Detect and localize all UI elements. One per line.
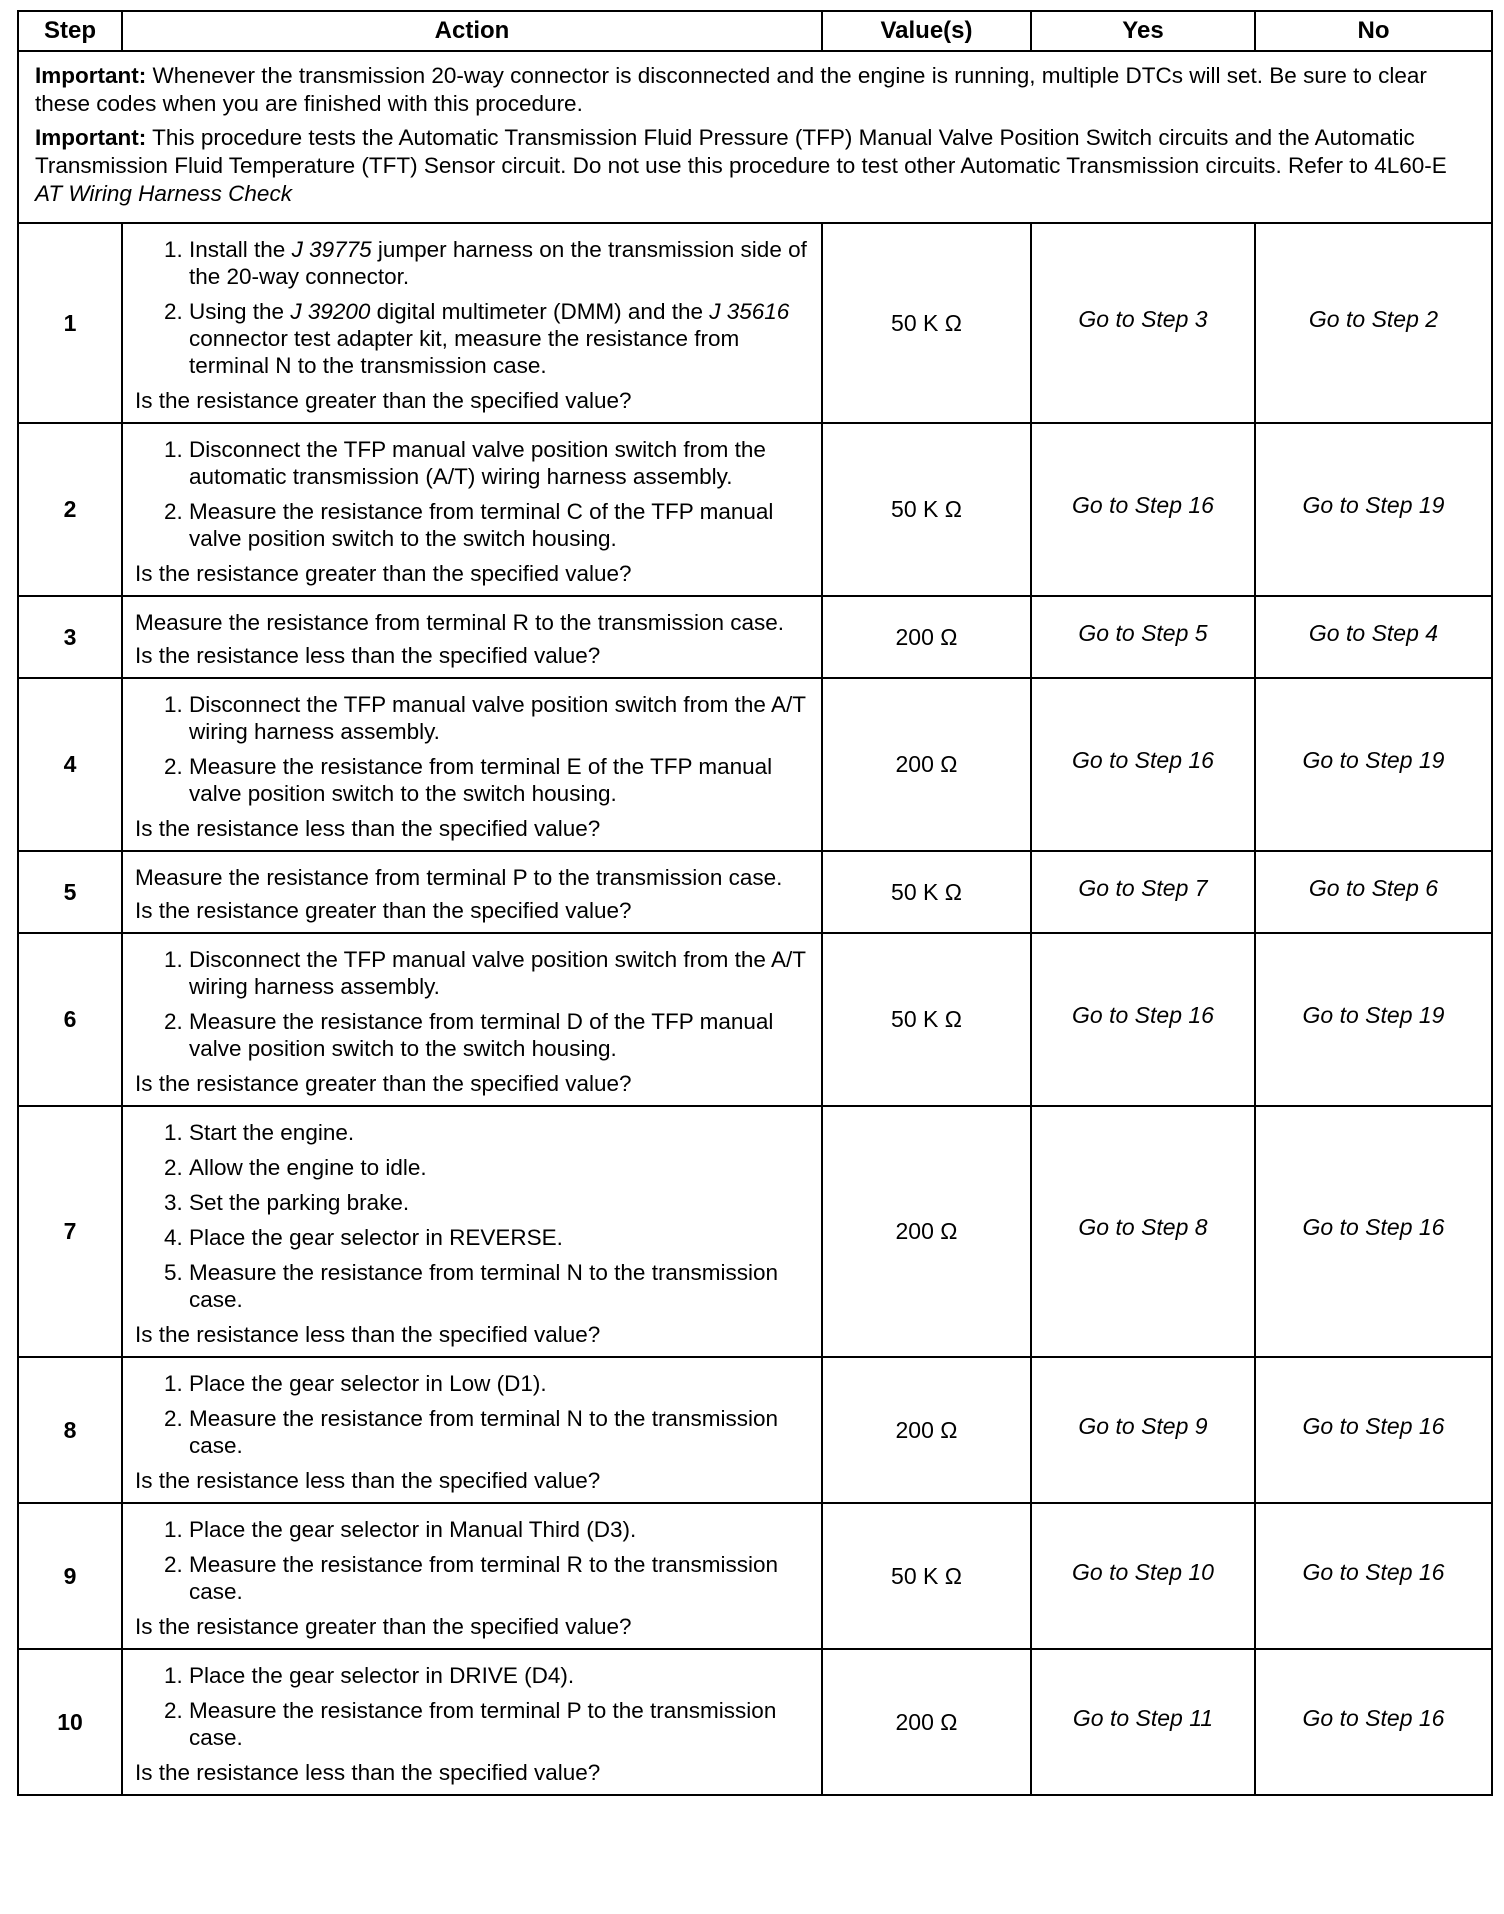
important-notes-row: [18, 51, 1492, 223]
step-value: 50 K Ω: [822, 933, 1031, 1106]
no-action: Go to Step 16: [1255, 1503, 1492, 1649]
substep-item: [189, 1259, 811, 1313]
step-number: 3: [18, 596, 122, 678]
header-step: Step: [18, 11, 122, 51]
step-number: 10: [18, 1649, 122, 1795]
substep-text: Disconnect the TFP manual valve position switch from the A/T wiring harness assembly.: [189, 692, 806, 744]
step-action: [122, 596, 822, 678]
step-statement: Measure the resistance from terminal P to the transmission case.: [135, 865, 783, 890]
table-row: [18, 223, 1492, 423]
substep-item: [189, 1224, 811, 1251]
important-notes: [18, 51, 1492, 223]
substep-list: [135, 1119, 811, 1313]
step-action: [122, 1357, 822, 1503]
substep-text: Place the gear selector in REVERSE.: [189, 1225, 563, 1250]
substep-text: Allow the engine to idle.: [189, 1155, 427, 1180]
step-question: Is the resistance greater than the specified value?: [135, 1614, 632, 1639]
step-number: 9: [18, 1503, 122, 1649]
step-statement: Measure the resistance from terminal R to the transmission case.: [135, 610, 785, 635]
substep-text: Measure the resistance from terminal E of the TFP manual valve position switch to the switch housing.: [189, 754, 773, 806]
step-number: 5: [18, 851, 122, 933]
step-value: 200 Ω: [822, 1649, 1031, 1795]
substep-item: [189, 498, 811, 552]
step-value: 50 K Ω: [822, 223, 1031, 423]
no-action: Go to Step 2: [1255, 223, 1492, 423]
step-number: 4: [18, 678, 122, 851]
yes-action: Go to Step 11: [1031, 1649, 1255, 1795]
substep-item: [189, 753, 811, 807]
substep-text: Disconnect the TFP manual valve position switch from the A/T wiring harness assembly.: [189, 947, 806, 999]
no-action: Go to Step 4: [1255, 596, 1492, 678]
substep-text: Disconnect the TFP manual valve position switch from the automatic transmission (A/T) wiring harness assembly.: [189, 437, 766, 489]
note-label: Important:: [35, 63, 147, 88]
substep-item: [189, 1516, 811, 1543]
no-action: Go to Step 16: [1255, 1106, 1492, 1357]
step-question: Is the resistance greater than the specified value?: [135, 1071, 632, 1096]
step-question: Is the resistance less than the specified value?: [135, 816, 601, 841]
yes-action: Go to Step 16: [1031, 678, 1255, 851]
substep-text: jumper harness on the transmission side of the 20-way connector.: [189, 237, 807, 289]
table-row: [18, 1649, 1492, 1795]
yes-action: Go to Step 16: [1031, 423, 1255, 596]
header-no: No: [1255, 11, 1492, 51]
substep-text: digital multimeter (DMM) and the: [370, 299, 710, 324]
substep-item: [189, 298, 811, 379]
note-label: Important:: [35, 125, 147, 150]
tool-reference: J 39775: [291, 237, 372, 262]
substep-item: [189, 1405, 811, 1459]
substep-text: Place the gear selector in Low (D1).: [189, 1371, 547, 1396]
important-note-1: [35, 62, 1475, 118]
no-action: Go to Step 16: [1255, 1357, 1492, 1503]
no-action: Go to Step 19: [1255, 423, 1492, 596]
substep-list: [135, 236, 811, 379]
diagnostic-document: [17, 10, 1491, 1796]
step-value: 200 Ω: [822, 1357, 1031, 1503]
substep-item: [189, 1551, 811, 1605]
tool-reference: J 39200: [290, 299, 371, 324]
step-number: 2: [18, 423, 122, 596]
step-action: [122, 851, 822, 933]
yes-action: Go to Step 9: [1031, 1357, 1255, 1503]
substep-item: [189, 1697, 811, 1751]
substep-item: [189, 236, 811, 290]
substep-item: [189, 1154, 811, 1181]
note-text: This procedure tests the Automatic Transmission Fluid Pressure (TFP) Manual Valve Position Switch circuits and the Automatic Transmission Fluid Temperature (TFT) Sensor circuit. Do not use this procedure to test other Automatic Transmission circuits. Refer to 4L60-E: [35, 125, 1447, 178]
header-action: Action: [122, 11, 822, 51]
table-row: [18, 1357, 1492, 1503]
step-action: [122, 1106, 822, 1357]
substep-item: [189, 1008, 811, 1062]
substep-item: [189, 1189, 811, 1216]
table-row: [18, 596, 1492, 678]
substep-text: Place the gear selector in Manual Third (D3).: [189, 1517, 637, 1542]
step-question: Is the resistance less than the specified value?: [135, 1322, 601, 1347]
substep-text: Measure the resistance from terminal C of the TFP manual valve position switch to the switch housing.: [189, 499, 774, 551]
table-row: [18, 678, 1492, 851]
substep-text: Measure the resistance from terminal N to the transmission case.: [189, 1406, 778, 1458]
header-yes: Yes: [1031, 11, 1255, 51]
step-action: [122, 223, 822, 423]
yes-action: Go to Step 8: [1031, 1106, 1255, 1357]
table-row: [18, 851, 1492, 933]
step-value: 50 K Ω: [822, 1503, 1031, 1649]
substep-text: Measure the resistance from terminal N to the transmission case.: [189, 1260, 778, 1312]
substep-list: [135, 1662, 811, 1751]
step-question: Is the resistance greater than the specified value?: [135, 388, 632, 413]
step-question: Is the resistance greater than the specified value?: [135, 898, 632, 923]
step-action: [122, 678, 822, 851]
step-question: Is the resistance less than the specified value?: [135, 1760, 601, 1785]
table-row: [18, 1106, 1492, 1357]
step-action: [122, 1503, 822, 1649]
step-question: Is the resistance less than the specified value?: [135, 643, 601, 668]
step-action: [122, 933, 822, 1106]
step-question: Is the resistance less than the specified value?: [135, 1468, 601, 1493]
yes-action: Go to Step 3: [1031, 223, 1255, 423]
step-value: 50 K Ω: [822, 851, 1031, 933]
substep-list: [135, 1370, 811, 1459]
substep-list: [135, 1516, 811, 1605]
note-text: Whenever the transmission 20-way connector is disconnected and the engine is running, multiple DTCs will set. Be sure to clear these codes when you are finished with this procedure.: [35, 63, 1427, 116]
step-number: 7: [18, 1106, 122, 1357]
substep-text: Install the: [189, 237, 292, 262]
substep-text: Place the gear selector in DRIVE (D4).: [189, 1663, 575, 1688]
note-reference: AT Wiring Harness Check: [35, 181, 292, 206]
no-action: Go to Step 16: [1255, 1649, 1492, 1795]
substep-list: [135, 436, 811, 552]
diagnostic-table: [17, 10, 1493, 1796]
yes-action: Go to Step 16: [1031, 933, 1255, 1106]
important-note-2: [35, 124, 1475, 208]
substep-item: [189, 691, 811, 745]
step-value: 200 Ω: [822, 678, 1031, 851]
yes-action: Go to Step 5: [1031, 596, 1255, 678]
step-number: 6: [18, 933, 122, 1106]
tool-reference: J 35616: [709, 299, 790, 324]
substep-text: Using the: [189, 299, 291, 324]
table-row: [18, 1503, 1492, 1649]
substep-text: Measure the resistance from terminal D of the TFP manual valve position switch to the switch housing.: [189, 1009, 774, 1061]
yes-action: Go to Step 7: [1031, 851, 1255, 933]
substep-text: Measure the resistance from terminal P to the transmission case.: [189, 1698, 777, 1750]
header-values: Value(s): [822, 11, 1031, 51]
step-value: 200 Ω: [822, 596, 1031, 678]
substep-text: Start the engine.: [189, 1120, 355, 1145]
yes-action: Go to Step 10: [1031, 1503, 1255, 1649]
step-value: 200 Ω: [822, 1106, 1031, 1357]
step-action: [122, 1649, 822, 1795]
substep-text: Set the parking brake.: [189, 1190, 410, 1215]
substep-item: [189, 436, 811, 490]
substep-item: [189, 1370, 811, 1397]
no-action: Go to Step 19: [1255, 933, 1492, 1106]
step-value: 50 K Ω: [822, 423, 1031, 596]
table-row: [18, 423, 1492, 596]
step-number: 1: [18, 223, 122, 423]
step-question: Is the resistance greater than the specified value?: [135, 561, 632, 586]
substep-list: [135, 691, 811, 807]
table-row: [18, 933, 1492, 1106]
step-action: [122, 423, 822, 596]
table-header-row: [18, 11, 1492, 51]
substep-item: [189, 1662, 811, 1689]
substep-text: connector test adapter kit, measure the resistance from terminal N to the transmission case.: [189, 326, 740, 378]
substep-list: [135, 946, 811, 1062]
no-action: Go to Step 19: [1255, 678, 1492, 851]
substep-item: [189, 946, 811, 1000]
substep-item: [189, 1119, 811, 1146]
step-number: 8: [18, 1357, 122, 1503]
no-action: Go to Step 6: [1255, 851, 1492, 933]
substep-text: Measure the resistance from terminal R to the transmission case.: [189, 1552, 778, 1604]
